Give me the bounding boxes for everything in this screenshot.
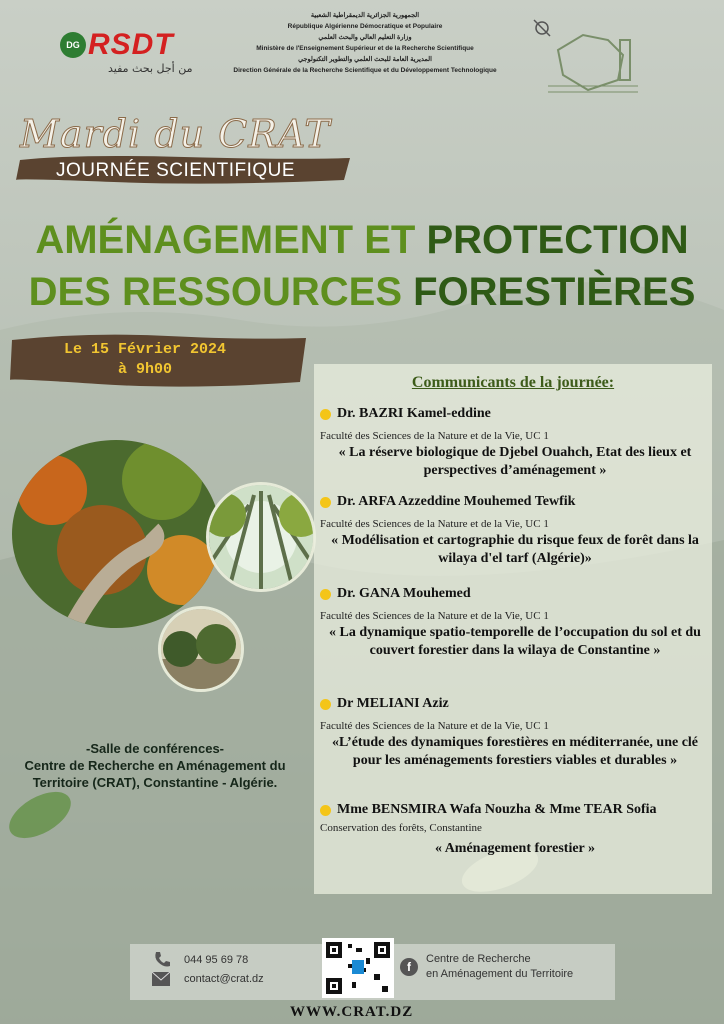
bullet-icon [320, 805, 331, 816]
header-line: Ministère de l'Enseignement Supérieur et de la Recherche Scientifique [256, 45, 474, 52]
talk-title: «L’étude des dynamiques forestières en méditerranée, une clé pour les aménagements forestiers viables et durables » [331, 735, 699, 768]
talk-title: « La dynamique spatio-temporelle de l’occupation du sol et du couvert forestier dans la wilaya de Constantine » [329, 625, 701, 658]
bullet-icon [320, 699, 331, 710]
date-line: Le 15 Février 2024 [63, 341, 227, 358]
venue-info [0, 740, 310, 791]
rsdt-tagline: من أجل بحث مفيد [108, 62, 193, 75]
speaker-entry [320, 802, 710, 858]
speakers-title: Communicants de la journée: [411, 374, 615, 391]
speaker-affiliation: Conservation des forêts, Constantine [320, 822, 482, 834]
speaker-affiliation: Faculté des Sciences de la Nature et de la Vie, UC 1 [320, 610, 549, 622]
bullet-icon [320, 589, 331, 600]
title-part: PROTECTION [426, 218, 689, 262]
email-address[interactable]: contact@crat.dz [184, 973, 264, 985]
phone-number[interactable]: 044 95 69 78 [184, 954, 249, 966]
speaker-affiliation: Faculté des Sciences de la Nature et de la Vie, UC 1 [320, 518, 549, 530]
rsdt-logo-text: RSDT [88, 28, 174, 61]
bullet-icon [320, 497, 331, 508]
talk-title: « Aménagement forestier » [434, 841, 596, 856]
palm-grove-image [158, 606, 244, 692]
event-series-title: Mardi du CRAT [20, 112, 331, 156]
facebook-page-line: Centre de Recherche [426, 953, 531, 965]
speaker-name: Dr. BAZRI Kamel-eddine [337, 406, 491, 421]
header-line: République Algérienne Démocratique et Populaire [287, 23, 443, 30]
qr-code-icon[interactable] [322, 938, 394, 998]
speaker-entry [320, 406, 710, 480]
facebook-icon[interactable]: f [400, 958, 418, 976]
institution-header [205, 10, 525, 76]
time-line: à 9h00 [117, 361, 172, 378]
facebook-page[interactable] [426, 952, 573, 982]
website-link[interactable]: WWW.CRAT.DZ [290, 1004, 414, 1020]
speaker-entry [320, 696, 710, 770]
title-part: FORESTIÈRES [413, 270, 696, 314]
venue-line: -Salle de conférences- [86, 741, 224, 756]
header-line: وزارة التعليم العالي والبحث العلمي [318, 34, 412, 41]
header-line: المديرية العامة للبحث العلمي والتطوير التكنولوجي [298, 56, 432, 63]
speaker-name: Dr. GANA Mouhemed [337, 586, 471, 601]
event-date [20, 340, 270, 380]
speaker-name: Dr. ARFA Azzeddine Mouhemed Tewfik [337, 494, 576, 509]
speaker-entry [320, 494, 710, 568]
speaker-entry [320, 586, 710, 660]
event-type: JOURNÉE SCIENTIFIQUE [56, 160, 296, 181]
rsdt-logo [60, 28, 210, 78]
phone-icon [152, 950, 172, 970]
header-line: Direction Générale de la Recherche Scientifique et du Développement Technologique [233, 67, 497, 74]
title-part: DES RESSOURCES [28, 270, 414, 314]
bullet-icon [320, 409, 331, 420]
speaker-affiliation: Faculté des Sciences de la Nature et de la Vie, UC 1 [320, 430, 549, 442]
mail-icon [152, 972, 170, 986]
event-title [0, 214, 724, 318]
rsdt-logo-badge: DG [60, 32, 86, 58]
facebook-page-line: en Aménagement du Territoire [426, 968, 574, 980]
talk-title: « Modélisation et cartographie du risque feux de forêt dans la wilaya d'el tarf (Algérie)» [331, 533, 699, 566]
venue-line: Territoire (CRAT), Constantine - Algérie. [32, 775, 278, 790]
speaker-affiliation: Faculté des Sciences de la Nature et de la Vie, UC 1 [320, 720, 549, 732]
speaker-name: Dr MELIANI Aziz [337, 696, 449, 711]
forest-path-image [12, 440, 220, 628]
tall-trees-image [206, 482, 316, 592]
venue-line: Centre de Recherche en Aménagement du [24, 758, 286, 773]
crat-logo-icon [528, 10, 658, 100]
speaker-name: Mme BENSMIRA Wafa Nouzha & Mme TEAR Sofia [337, 802, 657, 817]
title-part: AMÉNAGEMENT ET [35, 218, 427, 262]
talk-title: « La réserve biologique de Djebel Ouahch, Etat des lieux et perspectives d’aménagement » [338, 445, 692, 478]
header-line: الجمهورية الجزائرية الديمقراطية الشعبية [310, 12, 420, 19]
